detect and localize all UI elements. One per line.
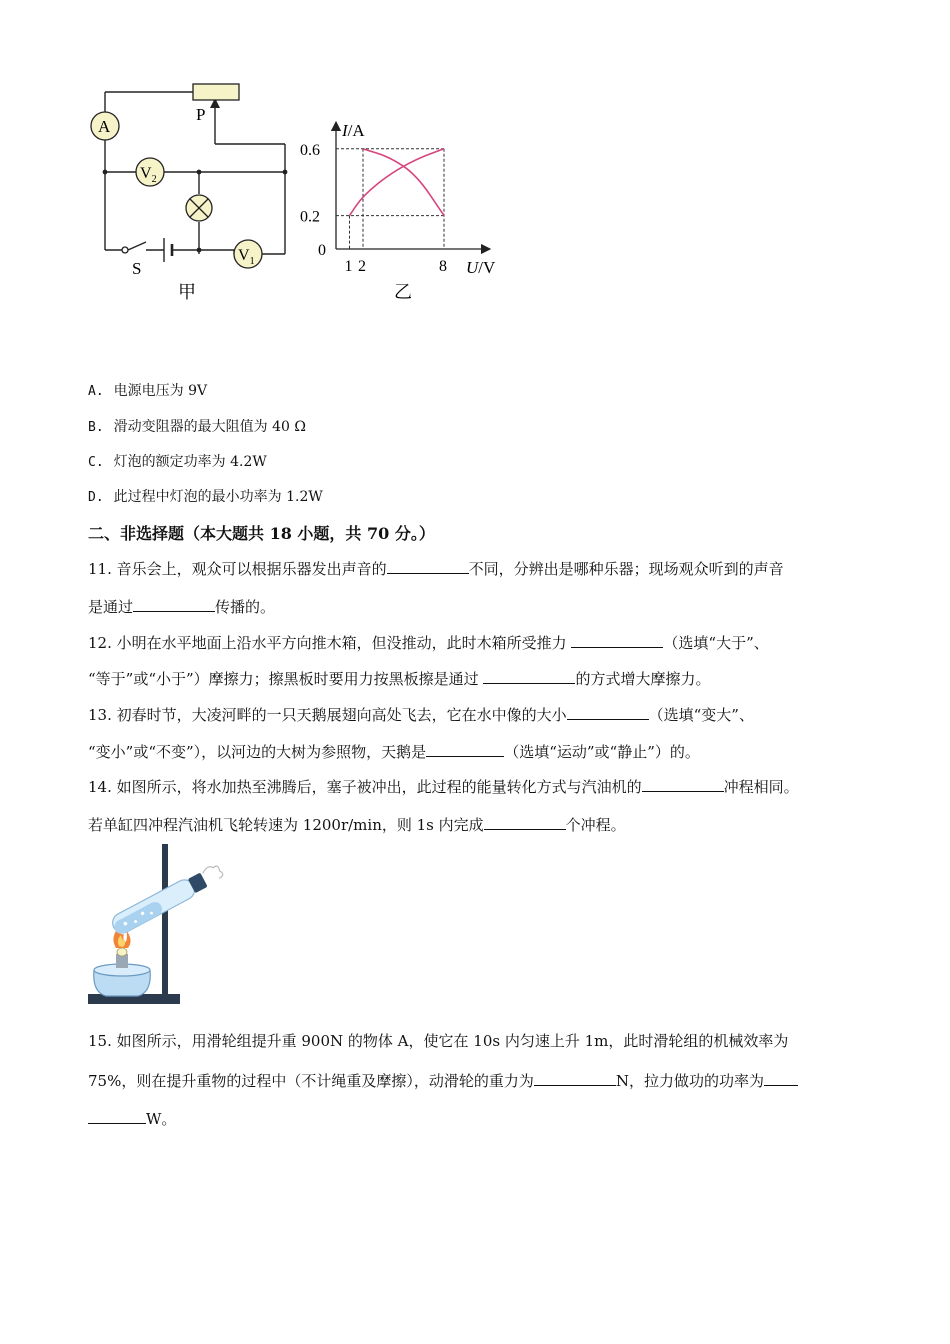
q12-line-2: “等于”或“小于”）摩擦力；擦黑板时要用力按黑板擦是通过 的方式增大摩擦力。 <box>88 667 710 689</box>
option-b[interactable] <box>88 416 306 436</box>
x-tick-label: 2 <box>358 258 366 275</box>
q15-line-1: 15. 如图所示，用滑轮组提升重 900N 的物体 A，使它在 10s 内匀速上升 1m，此时滑轮组的机械效率为 <box>88 1032 789 1050</box>
q15-line-3: W。 <box>88 1107 176 1129</box>
q14-line-2: 若单缸四冲程汽油机飞轮转速为 1200r/min，则 1s 内完成 个冲程。 <box>88 813 626 835</box>
q14-blank-2[interactable] <box>484 813 566 830</box>
q11-line-2: 是通过 传播的。 <box>88 595 275 617</box>
test-tube-heating-figure <box>86 842 226 1010</box>
q15-line-2: 75%，则在提升重物的过程中（不计绳重及摩擦），动滑轮的重力为 N，拉力做功的功率为 <box>88 1069 798 1091</box>
q14-line-1: 14. 如图所示，将水加热至沸腾后，塞子被冲出，此过程的能量转化方式与汽油机的 冲程相同。 <box>88 775 799 797</box>
curve-falling <box>363 149 444 216</box>
option-text: 灯泡的额定功率为 4.2W <box>113 454 267 470</box>
section-heading: 二、非选择题（本大题共 18 小题，共 70 分。） <box>88 524 435 543</box>
iu-graph <box>296 120 516 310</box>
q13-blank-1[interactable] <box>567 703 649 720</box>
slider-label: P <box>196 105 206 124</box>
option-letter: D. <box>88 490 104 505</box>
q11-line-1: 11. 音乐会上，观众可以根据乐器发出声音的 不同，分辨出是哪种乐器；现场观众听到的声音 <box>88 557 784 579</box>
voltmeter-1-label: $V_1$ <box>238 247 255 267</box>
graph-caption: 乙 <box>394 282 412 302</box>
stand-pole <box>162 844 168 996</box>
circuit-diagram <box>88 78 303 308</box>
circuit-caption: 甲 <box>178 282 196 302</box>
x-axis-label: U/V <box>466 258 496 277</box>
option-letter: B. <box>88 420 104 435</box>
q13-line-1: 13. 初春时节，大凌河畔的一只天鹅展翅向高处飞去，它在水中像的大小 （选填“变大”、 <box>88 703 754 725</box>
y-axis-label: I/A <box>342 121 365 140</box>
curve-rising <box>350 149 445 216</box>
y-tick-label: 0.2 <box>300 208 320 226</box>
q12-line-1: 12. 小明在水平地面上沿水平方向推木箱，但没推动，此时木箱所受推力 （选填“大于”、 <box>88 631 769 653</box>
option-c[interactable] <box>88 451 267 471</box>
rheostat <box>193 84 239 100</box>
q15-blank-2a[interactable] <box>764 1069 798 1086</box>
switch-contact <box>122 247 128 253</box>
option-text: 此过程中灯泡的最小功率为 1.2W <box>113 489 323 505</box>
q11-blank-1[interactable] <box>387 557 469 574</box>
option-letter: C. <box>88 455 104 470</box>
switch-label: S <box>132 259 142 278</box>
ammeter-label: A <box>98 117 111 136</box>
option-text: 电源电压为 9V <box>113 383 208 399</box>
option-a[interactable] <box>88 380 207 400</box>
x-tick-label: 8 <box>439 258 447 275</box>
option-d[interactable] <box>88 486 323 506</box>
q14-blank-1[interactable] <box>642 775 724 792</box>
q11-blank-2[interactable] <box>133 595 215 612</box>
x-tick-label: 1 <box>344 258 353 275</box>
y-tick-label: 0.6 <box>300 141 320 159</box>
option-letter: A. <box>88 384 104 399</box>
q13-blank-2[interactable] <box>426 740 504 757</box>
origin-label: 0 <box>318 242 326 259</box>
voltmeter-2-label: $V_2$ <box>140 165 157 185</box>
q15-blank-1[interactable] <box>534 1069 616 1086</box>
q15-blank-2b[interactable] <box>88 1107 146 1124</box>
option-text: 滑动变阻器的最大阻值为 40 Ω <box>113 419 306 435</box>
q12-blank-1[interactable] <box>571 631 663 648</box>
q13-line-2: “变小”或“不变”），以河边的大树为参照物，天鹅是 （选填“运动”或“静止”）的。 <box>88 740 700 762</box>
q12-blank-2[interactable] <box>483 667 575 684</box>
